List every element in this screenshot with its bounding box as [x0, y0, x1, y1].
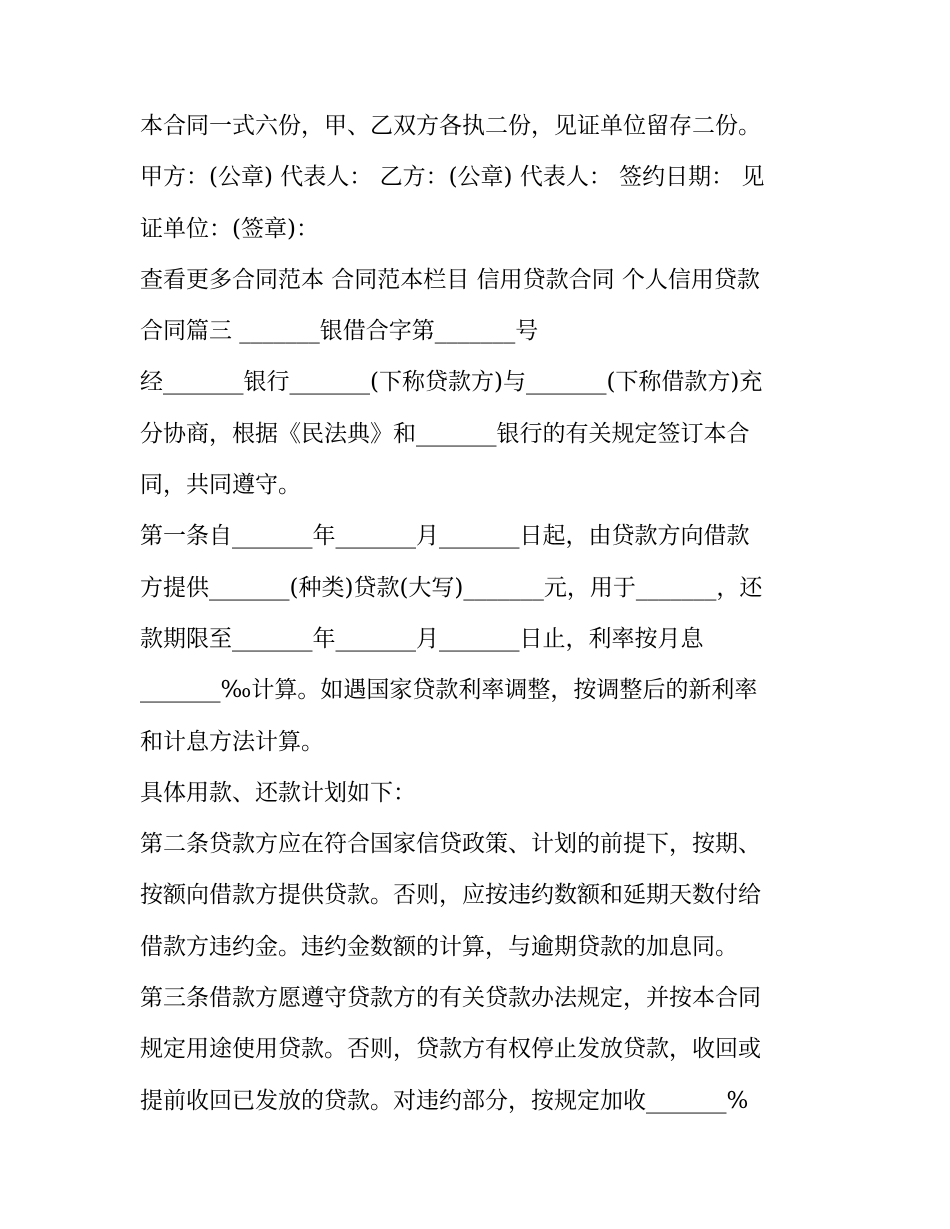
text-line: 具体用款、还款计划如下：	[140, 779, 416, 806]
text-line: 和计息方法计算。	[140, 728, 324, 755]
text-line: 经_______银行_______(下称贷款方)与_______(下称借款方)充	[140, 369, 763, 396]
text-line: 查看更多合同范本 合同范本栏目 信用贷款合同 个人信用贷款	[140, 266, 760, 293]
text-line: 第一条自_______年_______月_______日起，由贷款方向借款	[140, 523, 750, 550]
text-line: 款期限至_______年_______月_______日止，利率按月息	[140, 625, 704, 652]
text-line: 第二条贷款方应在符合国家信贷政策、计划的前提下，按期、	[140, 831, 761, 858]
text-line: 甲方：(公章) 代表人： 乙方：(公章) 代表人： 签约日期： 见	[140, 164, 765, 191]
text-line: 合同篇三 _______银借合字第_______号	[140, 318, 539, 345]
text-line: 规定用途使用贷款。否则，贷款方有权停止发放贷款，收回或	[140, 1036, 761, 1063]
text-line: _______‰计算。如遇国家贷款利率调整，按调整后的新利率	[140, 677, 758, 704]
contract-text	[140, 101, 820, 1127]
text-line: 第三条借款方愿遵守贷款方的有关贷款办法规定，并按本合同	[140, 985, 761, 1012]
text-line: 本合同一式六份，甲、乙双方各执二份，见证单位留存二份。	[140, 113, 761, 139]
text-line: 证单位：(签章)：	[140, 215, 319, 242]
text-line: 分协商，根据《民法典》和_______银行的有关规定签订本合	[140, 420, 750, 447]
text-line: 同，共同遵守。	[140, 472, 301, 499]
text-line: 提前收回已发放的贷款。对违约部分，按规定加收_______%	[140, 1087, 749, 1114]
text-line: 按额向借款方提供贷款。否则，应按违约数额和延期天数付给	[140, 882, 761, 909]
text-line: 借款方违约金。违约金数额的计算，与逾期贷款的加息同。	[140, 933, 738, 960]
text-line: 方提供_______(种类)贷款(大写)_______元，用于_______，还	[140, 574, 763, 601]
